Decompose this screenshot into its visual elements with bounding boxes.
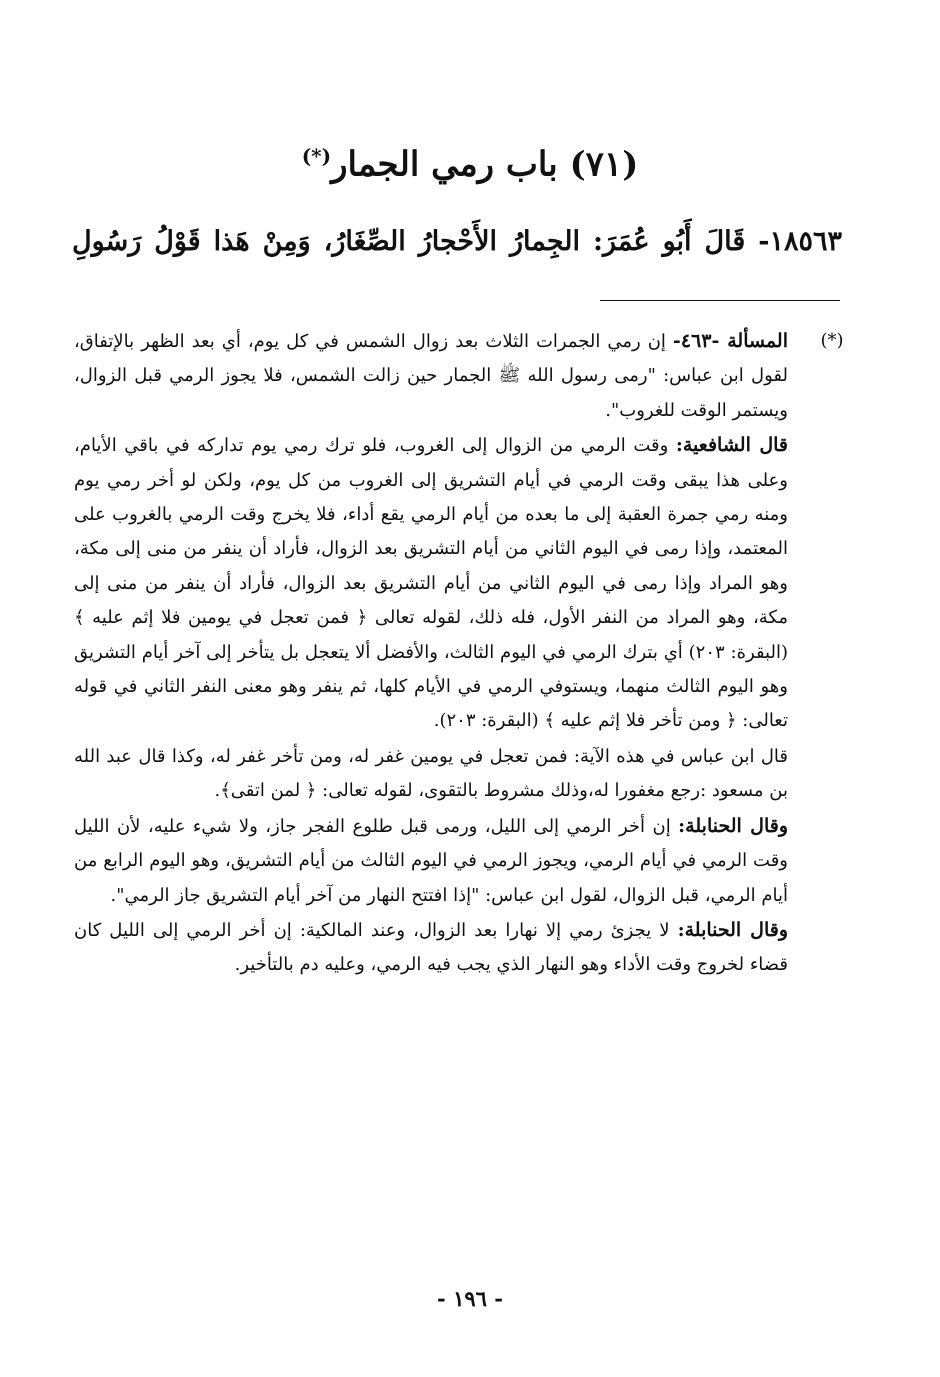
paragraph-text: إن أخر الرمي إلى الليل، ورمى قبل طلوع الفجر جاز، ولا شيء عليه، لأن الليل وقت الرمي في أيام الرمي، ويجوز الرمي في اليوم الثالث من أيام التشريق، وهو اليوم الرابع من أيام الرمي، قبل الزوال، لقول ابن عباس: "إذا افتتح النهار من آخر أيام التشريق جاز الرمي". [74, 815, 788, 906]
chapter-footnote-marker: (*) [301, 144, 332, 168]
footnote-divider [600, 300, 840, 301]
paragraph-text: لا يجزئ رمي إلا نهارا بعد الزوال، وعند المالكية: إن أخر الرمي إلى الليل كان قضاء لخروج وقت الأداء وهو النهار الذي يجب فيه الرمي، وعليه دم بالتأخير. [74, 919, 788, 976]
chapter-title [80, 126, 860, 194]
footnote-body [74, 324, 788, 983]
paragraph-lead: وقال الحنابلة: [677, 918, 788, 941]
footnote-paragraph-hanbali-2 [74, 913, 788, 983]
paragraph-text: قال ابن عباس في هذه الآية: فمن تعجل في يومين غفر له، ومن تأخر غفر له، وكذا قال عبد الله بن مسعود :رجع مغفورا له،وذلك مشروط بالتقوى، لقوله تعالى: ﴿ لمن اتقى﴾. [74, 745, 788, 802]
paragraph-text: إن رمي الجمرات الثلاث بعد زوال الشمس في كل يوم، أي بعد الظهر بالإتفاق، لقول ابن عباس: "رمى رسول الله ﷺ الجمار حين زالت الشمس، فلا يجوز الرمي قبل الزوال، ويستمر الوقت للغروب". [74, 331, 788, 421]
footnote-paragraph-ibn-abbas [74, 739, 788, 809]
paragraph-lead: وقال الحنابلة: [678, 814, 788, 837]
footnote-paragraph-shafii [74, 428, 788, 739]
main-text-line: ١٨٥٦٣- قَالَ أَبُو عُمَرَ: الجِمارُ الأَحْجارُ الصِّغَارُ، وَمِنْ هَذا قَوْلُ رَسُولِ [72, 226, 842, 257]
paragraph-lead: قال الشافعية: [675, 434, 788, 457]
paragraph-text: وقت الرمي من الزوال إلى الغروب، فلو ترك رمي يوم تداركه في باقي الأيام، وعلى هذا يبقى وقت الرمي في أيام التشريق إلى الغروب من كل يوم، ولكن لو أخر رمي يوم ومنه رمي جمرة العقبة إلى ما بعده من أيام الرمي يقع أداء، فلا يخرج وقت الرمي بالغروب على المعتمد، وإذا رمى في اليوم الثاني من أيام التشريق بعد الزوال، فأراد أن ينفر من منى إلى مكة، وهو المراد وإذا رمى في اليوم الثاني من أيام التشريق بعد الزوال، فأراد أن ينفر من منى إلى مكة، وهو المراد من النفر الأول، فله ذلك، لقوله تعالى ﴿ فمن تعجل في يومين فلا إثم عليه ﴾ (البقرة: ٢٠٣) أي بترك الرمي في اليوم الثالث، والأفضل ألا يتعجل بل يتأخر إلى آخر أيام التشريق وهو اليوم الثالث منهما، ويستوفي الرمي في الأيام كلها، ثم ينفر وهو معنى النفر الثاني في قوله تعالى: ﴿ ومن تأخر فلا إثم عليه ﴾ (البقرة: ٢٠٣). [74, 435, 788, 732]
footnote-marker: (*) [820, 330, 844, 351]
footnote-paragraph-hanbali-1 [74, 809, 788, 913]
paragraph-lead: المسألة -٤٦٣- [672, 330, 788, 352]
chapter-title-text: (٧١) باب رمي الجمار [331, 144, 639, 185]
page-number: - ١٩٦ - [437, 1286, 503, 1311]
footnote-paragraph-issue [74, 324, 788, 428]
